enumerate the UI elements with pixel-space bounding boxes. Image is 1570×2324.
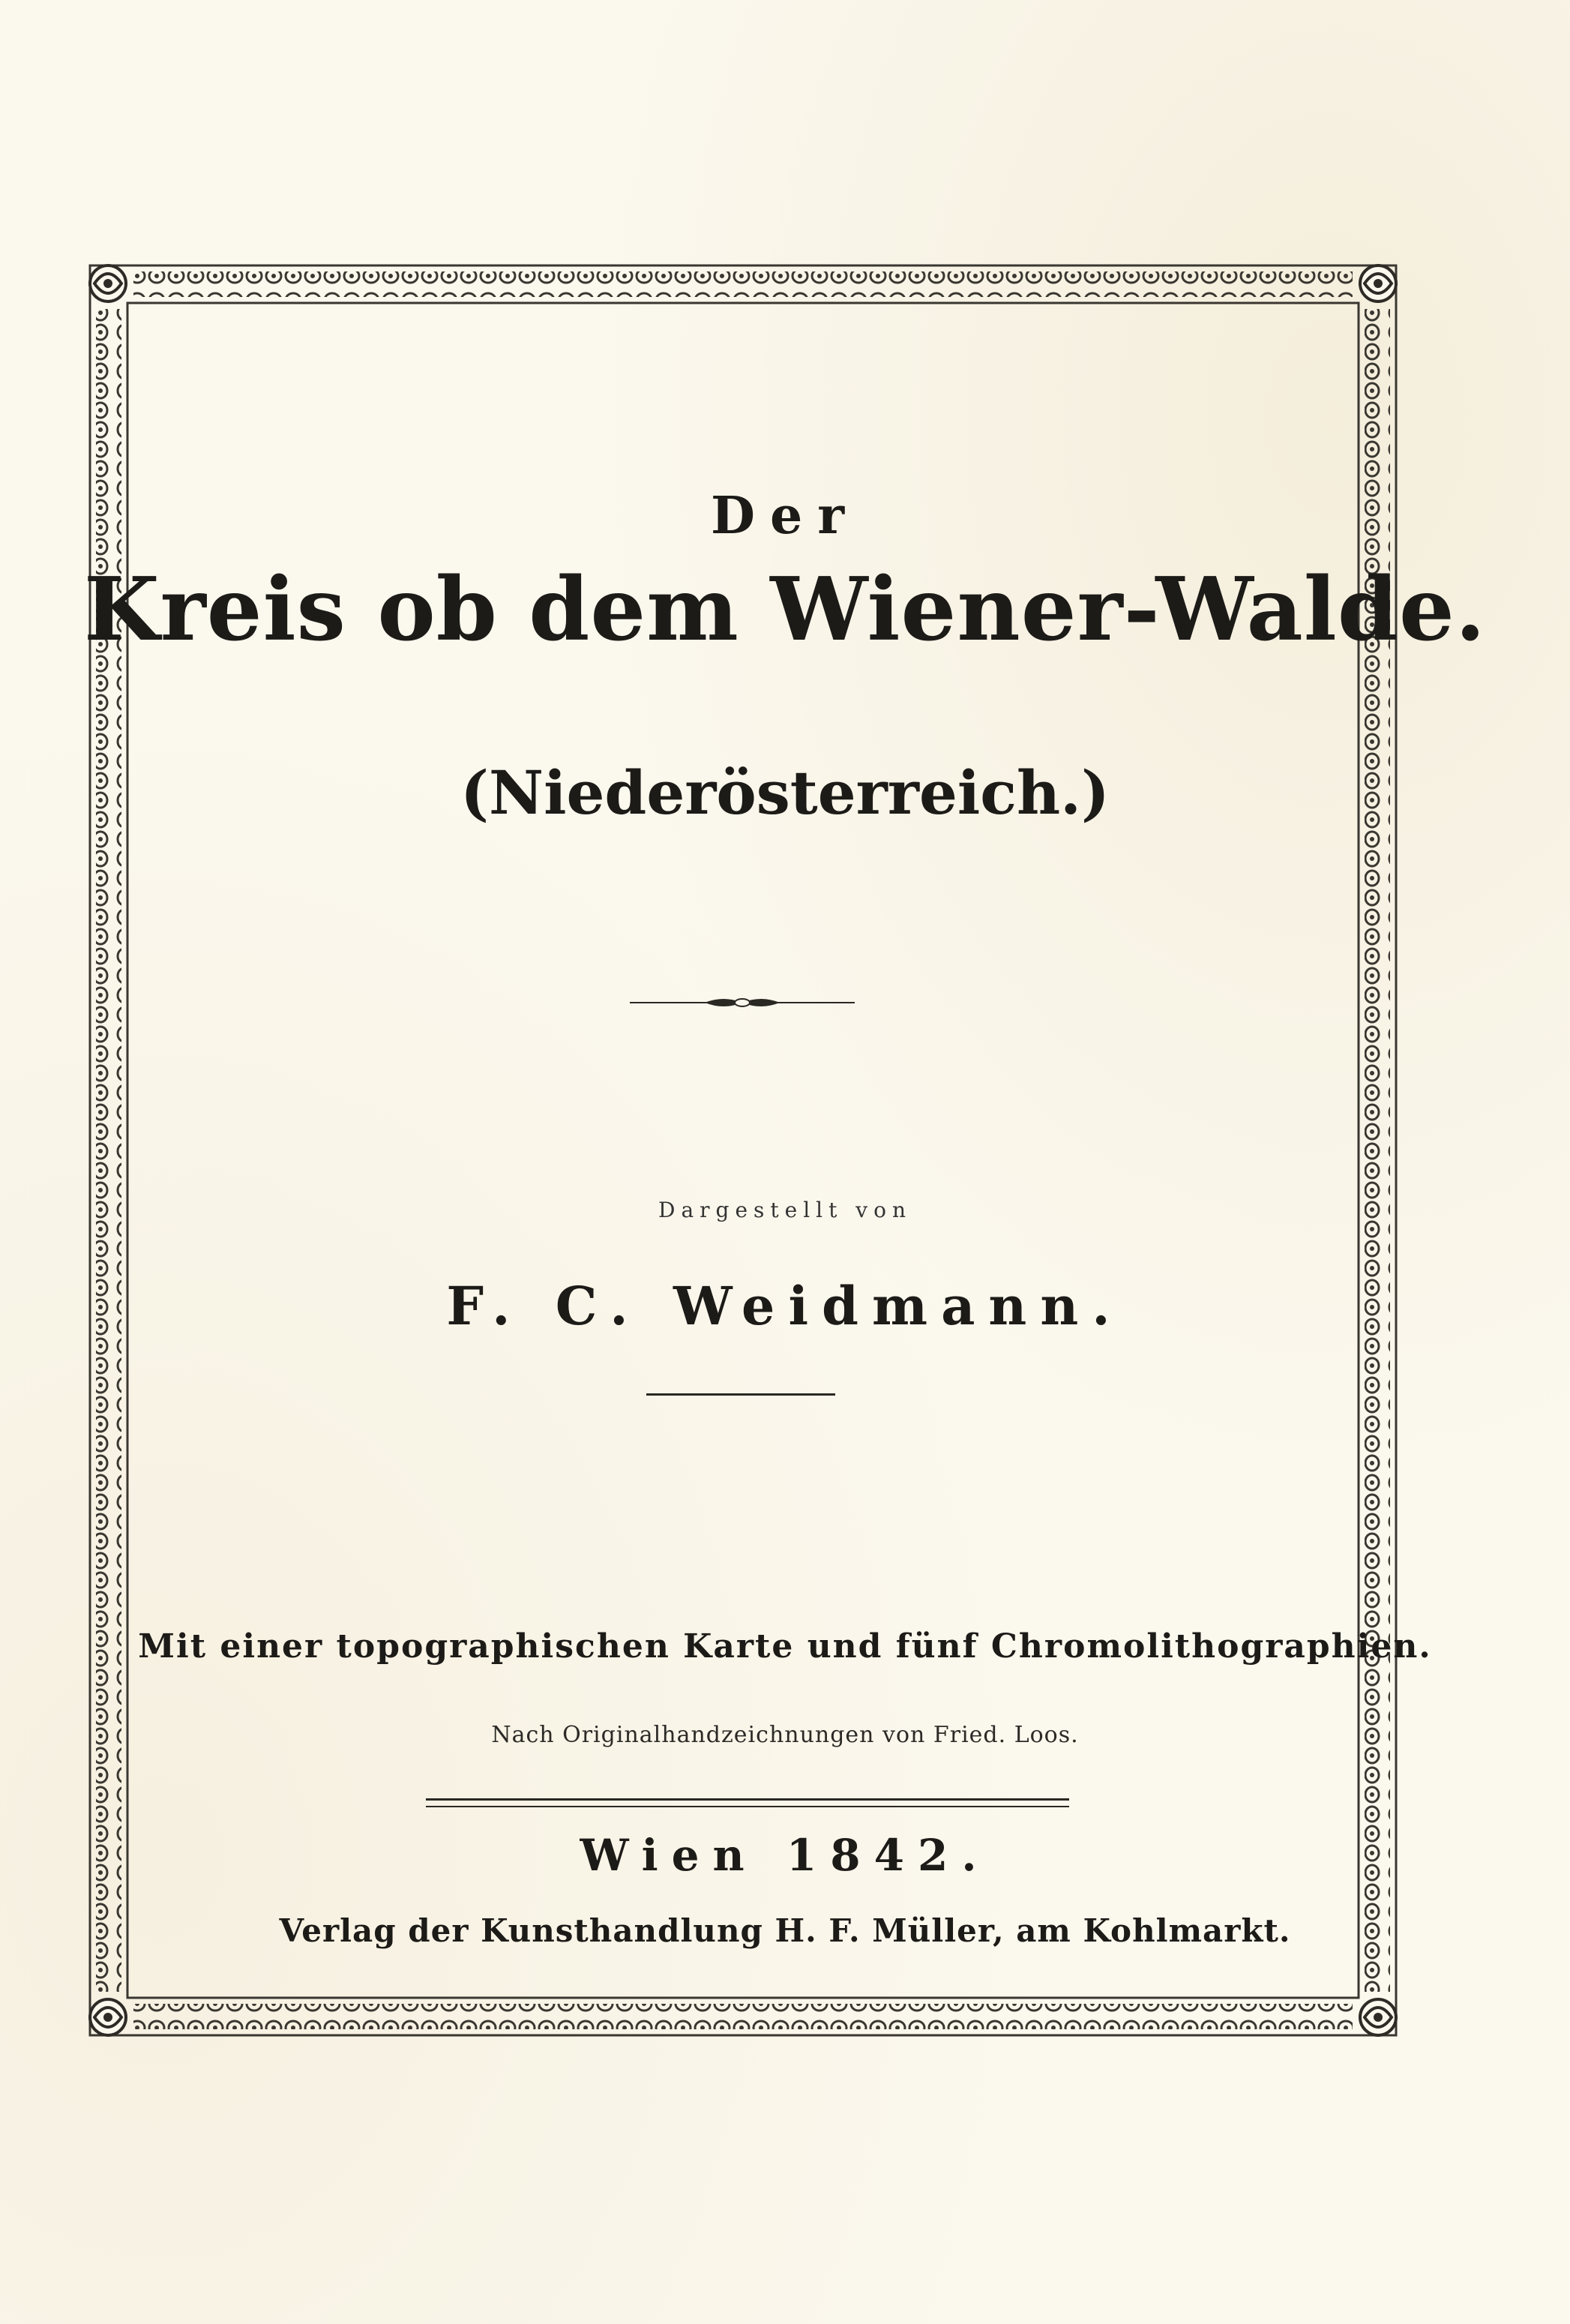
title-article: Der: [710, 486, 860, 546]
ornamental-divider-icon: [630, 994, 855, 1012]
double-rule-bottom: [426, 1806, 1069, 1807]
presented-by: Dargestellt von: [658, 1198, 912, 1222]
publisher-imprint: Verlag der Kunsthandlung H. F. Müller, am Kohlmarkt.: [279, 1912, 1291, 1949]
illustrator-note: Nach Originalhandzeichnungen von Fried. Loos.: [491, 1722, 1079, 1748]
author-name: F. C. Weidmann.: [446, 1275, 1124, 1337]
double-rule-top: [426, 1798, 1069, 1801]
author-rule: [646, 1393, 835, 1396]
edition-note: Mit einer topographischen Karte und fünf Chromolithographien.: [138, 1627, 1432, 1666]
corner-ornament-icon: [84, 1993, 132, 2041]
corner-ornament-icon: [1354, 259, 1402, 307]
subtitle: (Niederösterreich.): [460, 757, 1110, 828]
place-and-year: Wien 1842.: [580, 1830, 990, 1881]
corner-ornament-icon: [1354, 1993, 1402, 2041]
corner-ornament-icon: [84, 259, 132, 307]
main-title: Kreis ob dem Wiener-Walde.: [83, 559, 1487, 661]
